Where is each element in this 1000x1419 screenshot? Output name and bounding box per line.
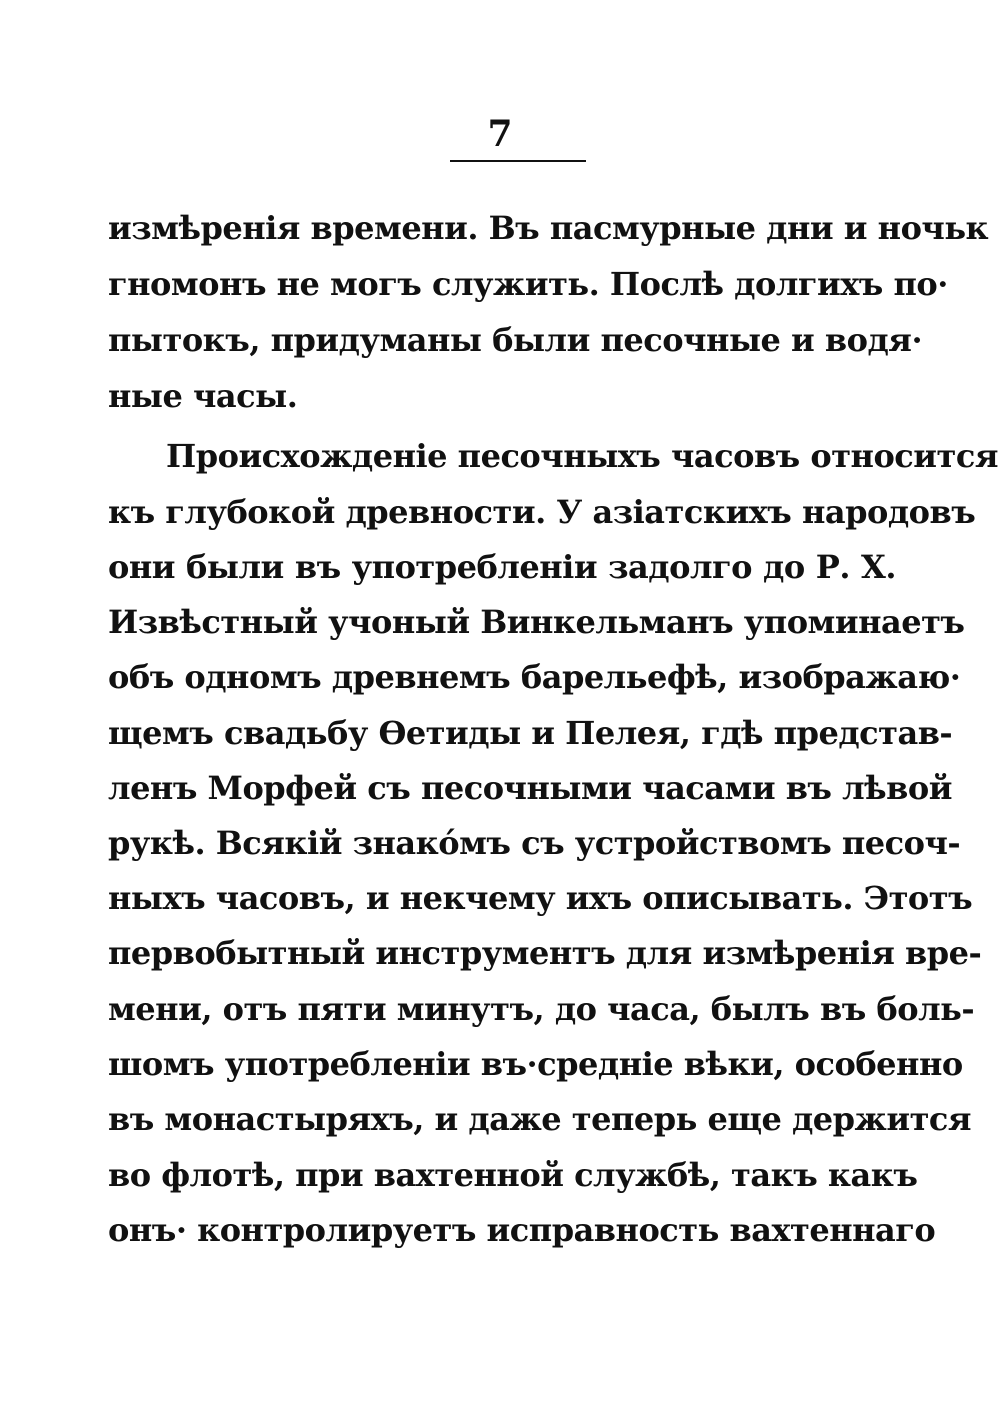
- page-number: 7: [487, 113, 513, 155]
- text-line: объ одномъ древнемъ барельефѣ, изображаю·: [108, 658, 961, 696]
- text-line: онъ· контролируетъ исправность вахтеннаго: [108, 1211, 936, 1249]
- text-line: щемъ свадьбу Ѳетиды и Пелея, гдѣ представ-: [108, 714, 953, 752]
- text-line: ные часы.: [108, 377, 298, 415]
- text-line: Извѣстный учоный Винкельманъ упоминаетъ: [108, 603, 965, 641]
- text-line: въ монастыряхъ, и даже теперь еще держится: [108, 1100, 972, 1138]
- text-line: во флотѣ, при вахтенной службѣ, такъ какъ: [108, 1156, 918, 1194]
- header-rule: [450, 160, 586, 162]
- text-line: они были въ употребленіи задолго до Р. Х.: [108, 548, 896, 586]
- text-line: пытокъ, придуманы были песочные и водя·: [108, 321, 923, 359]
- text-line: ленъ Морфей съ песочными часами въ лѣвой: [108, 769, 952, 807]
- text-line: шомъ употребленіи въ·средніе вѣки, особенно: [108, 1045, 963, 1083]
- text-line: мени, отъ пяти минутъ, до часа, былъ въ боль-: [108, 990, 975, 1028]
- text-line: гномонъ не могъ служить. Послѣ долгихъ по·: [108, 265, 948, 303]
- text-line: Происхожденіе песочныхъ часовъ относится: [166, 437, 998, 475]
- text-line: ныхъ часовъ, и некчему ихъ описывать. Этотъ: [108, 879, 973, 917]
- text-line: рукѣ. Всякій знакóмъ съ устройствомъ песоч-: [108, 824, 961, 862]
- text-line: первобытный инструментъ для измѣренія вре-: [108, 934, 982, 972]
- text-line: къ глубокой древности. У азіатскихъ народовъ: [108, 493, 976, 531]
- text-line: измѣренія времени. Въ пасмурные дни и ночьк: [108, 209, 989, 247]
